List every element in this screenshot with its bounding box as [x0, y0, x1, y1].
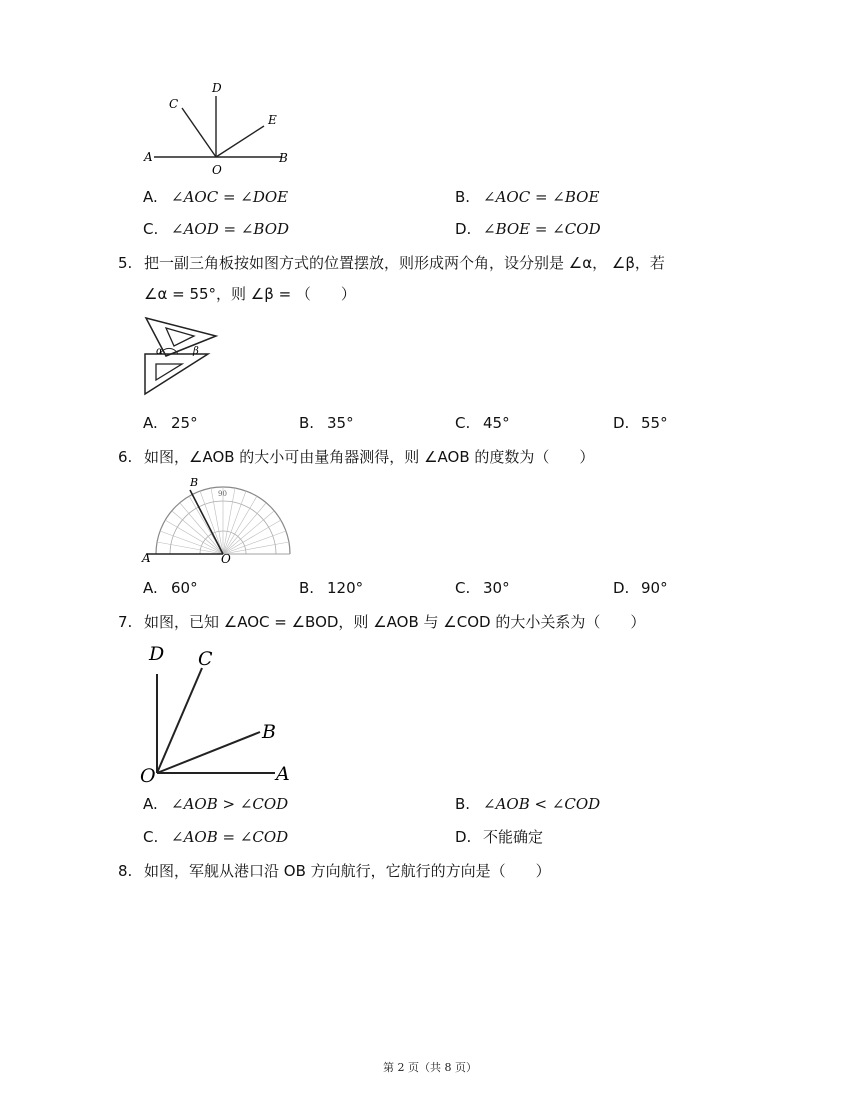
- q8-stem-line1: [118, 861, 551, 881]
- option-letter: B.: [299, 414, 315, 432]
- option-text: ∠AOC = ∠BOE: [483, 188, 600, 206]
- option-text: ∠AOB = ∠COD: [171, 828, 289, 846]
- option-letter: C.: [143, 220, 159, 238]
- q4-option-a[interactable]: [143, 187, 288, 207]
- option-text: 30°: [483, 579, 510, 597]
- q4-ray-OC: [182, 108, 216, 157]
- q4-label-B: B: [279, 151, 288, 165]
- q4-ray-OE: [216, 126, 264, 157]
- q7-stem-line1: [118, 612, 645, 632]
- q7-option-d[interactable]: [455, 827, 543, 847]
- q4-option-d[interactable]: [455, 219, 601, 239]
- option-letter: D.: [455, 828, 472, 846]
- option-text: 25°: [171, 414, 198, 432]
- q5-option-a[interactable]: [143, 413, 198, 433]
- q6-protractor-90-mark: 90: [218, 490, 227, 498]
- q6-option-a[interactable]: [143, 578, 198, 598]
- q5-option-c[interactable]: [455, 413, 510, 433]
- option-text: ∠AOB > ∠COD: [171, 795, 289, 813]
- q7-option-b[interactable]: [455, 794, 600, 814]
- option-letter: D.: [613, 414, 630, 432]
- q6-label-O: O: [221, 552, 231, 566]
- option-letter: C.: [455, 579, 471, 597]
- q5-triangle-lower: [145, 354, 208, 394]
- option-text: 55°: [641, 414, 668, 432]
- q6-option-c[interactable]: [455, 578, 510, 598]
- q7-label-B: B: [262, 721, 276, 743]
- q5-number: 5.: [118, 254, 133, 272]
- q4-label-C: C: [169, 97, 179, 111]
- option-text: 不能确定: [483, 828, 544, 846]
- q6-number: 6.: [118, 448, 133, 466]
- q5-figure: [140, 314, 222, 398]
- option-text: 90°: [641, 579, 668, 597]
- q6-option-d[interactable]: [613, 578, 668, 598]
- option-letter: B.: [455, 795, 471, 813]
- option-letter: A.: [143, 414, 158, 432]
- option-letter: C.: [455, 414, 471, 432]
- option-text: ∠AOB < ∠COD: [483, 795, 601, 813]
- q4-figure: [140, 78, 300, 178]
- q7-label-C: C: [198, 648, 213, 670]
- q7-label-O: O: [140, 765, 156, 787]
- q8-text-line1: 如图，军舰从港口沿 OB 方向航行，它航行的方向是（ ）: [144, 862, 551, 880]
- q5-triangle-lower-inner: [156, 364, 182, 380]
- q6-figure: [140, 474, 300, 566]
- option-text: 45°: [483, 414, 510, 432]
- option-text: 35°: [327, 414, 354, 432]
- option-letter: C.: [143, 828, 159, 846]
- q5-label-alpha: α: [156, 346, 163, 357]
- option-text: ∠AOD = ∠BOD: [171, 220, 290, 238]
- q5-triangle-upper-inner: [166, 328, 194, 346]
- option-letter: A.: [143, 579, 158, 597]
- q4-label-O: O: [212, 163, 222, 177]
- option-letter: B.: [455, 188, 471, 206]
- q6-option-b[interactable]: [299, 578, 363, 598]
- q4-label-E: E: [268, 113, 277, 127]
- q7-label-A: A: [276, 763, 290, 785]
- q7-text-line1: 如图，已知 ∠AOC = ∠BOD，则 ∠AOB 与 ∠COD 的大小关系为（ ）: [144, 613, 646, 631]
- page-footer: 第 2 页（共 8 页）: [383, 1061, 477, 1074]
- option-letter: B.: [299, 579, 315, 597]
- q7-number: 7.: [118, 613, 133, 631]
- q6-text-line1: 如图，∠AOB 的大小可由量角器测得，则 ∠AOB 的度数为（ ）: [144, 448, 595, 466]
- option-text: 60°: [171, 579, 198, 597]
- q5-stem-line1: [118, 253, 665, 273]
- q5-text-line1: 把一副三角板按如图方式的位置摆放，则形成两个角，设分别是 ∠α， ∠β，若: [144, 254, 665, 272]
- option-letter: A.: [143, 188, 158, 206]
- q7-option-a[interactable]: [143, 794, 288, 814]
- q5-label-beta: β: [193, 346, 199, 357]
- q4-option-c[interactable]: [143, 219, 289, 239]
- q5-stem-line2: ∠α = 55°，则 ∠β = （ ）: [144, 285, 356, 303]
- q4-option-b[interactable]: [455, 187, 599, 207]
- option-letter: D.: [455, 220, 472, 238]
- q6-label-B: B: [190, 476, 199, 489]
- q8-number: 8.: [118, 862, 133, 880]
- option-text: 120°: [327, 579, 364, 597]
- q4-label-A: A: [144, 150, 153, 164]
- option-letter: D.: [613, 579, 630, 597]
- q5-option-d[interactable]: [613, 413, 668, 433]
- q5-option-b[interactable]: [299, 413, 354, 433]
- q6-label-A: A: [142, 551, 151, 565]
- option-text: ∠BOE = ∠COD: [483, 220, 601, 238]
- option-text: ∠AOC = ∠DOE: [171, 188, 289, 206]
- q7-label-D: D: [149, 643, 165, 665]
- q4-label-D: D: [212, 81, 222, 95]
- q7-figure: [140, 640, 300, 788]
- q7-option-c[interactable]: [143, 827, 288, 847]
- option-letter: A.: [143, 795, 158, 813]
- q6-stem-line1: [118, 447, 594, 467]
